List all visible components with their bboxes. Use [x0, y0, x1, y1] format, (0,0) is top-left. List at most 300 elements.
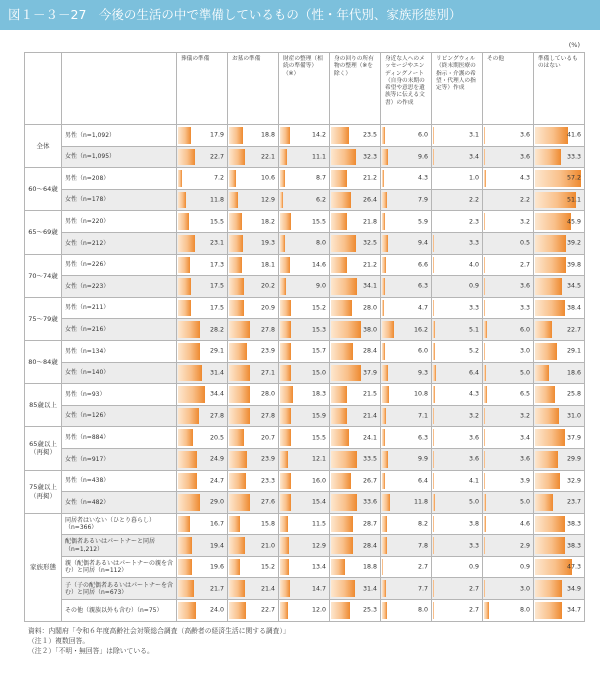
value-bar [433, 473, 434, 490]
value-cell [483, 211, 534, 233]
value-number: 16.2 [413, 326, 428, 334]
value-cell [432, 232, 483, 254]
header-corner [25, 53, 62, 125]
value-number: 6.4 [468, 369, 479, 377]
value-bar [229, 537, 245, 554]
table-row [25, 297, 585, 319]
value-number: 18.8 [362, 563, 377, 571]
value-number: 6.0 [417, 131, 428, 139]
value-number: 15.8 [260, 520, 275, 528]
value-number: 47.3 [566, 563, 581, 571]
value-number: 33.5 [362, 455, 377, 463]
value-bar [178, 235, 195, 252]
value-cell [330, 470, 381, 492]
table-row [25, 254, 585, 276]
value-number: 10.6 [260, 174, 275, 182]
row-label: 女性（n=216） [62, 319, 177, 341]
value-bar [382, 149, 388, 166]
value-bar [331, 170, 347, 187]
value-number: 28.0 [362, 304, 377, 312]
value-cell [228, 125, 279, 147]
value-bar [331, 321, 361, 338]
group-label: 65～69歳 [25, 211, 62, 254]
value-number: 17.3 [209, 261, 224, 269]
value-cell [279, 362, 330, 384]
value-bar [331, 451, 357, 468]
value-number: 6.0 [519, 326, 530, 334]
value-cell [228, 513, 279, 535]
value-bar [382, 300, 384, 317]
value-bar [535, 257, 566, 274]
value-cell [228, 492, 279, 514]
value-bar [229, 235, 243, 252]
value-bar [433, 386, 435, 403]
column-header: 葬儀の準備 [177, 53, 228, 125]
value-number: 23.5 [362, 131, 377, 139]
value-number: 9.6 [417, 153, 428, 161]
row-label: 男性（n=134） [62, 340, 177, 362]
value-bar [331, 602, 350, 619]
row-label: 男性（n=226） [62, 254, 177, 276]
column-header: 身の回りの所有物の整理（※を除く） [330, 53, 381, 125]
value-bar [280, 321, 291, 338]
value-number: 3.3 [519, 304, 530, 312]
value-number: 3.3 [468, 304, 479, 312]
value-bar [280, 257, 290, 274]
survey-table [24, 52, 585, 622]
value-number: 3.0 [519, 347, 530, 355]
value-bar [280, 149, 287, 166]
value-bar [280, 473, 291, 490]
value-cell [177, 578, 228, 600]
value-number: 4.3 [468, 390, 479, 398]
value-cell [483, 448, 534, 470]
value-cell [381, 535, 432, 557]
value-bar [484, 602, 489, 619]
row-label: 子（子の配偶者あるいはパートナーを含む）と同居（n=673） [62, 578, 177, 600]
value-bar [280, 516, 288, 533]
value-number: 4.0 [468, 261, 479, 269]
value-cell [228, 168, 279, 190]
value-cell [177, 125, 228, 147]
value-number: 28.2 [209, 326, 224, 334]
value-bar [178, 321, 200, 338]
value-number: 13.4 [311, 563, 326, 571]
value-cell [279, 340, 330, 362]
header-corner-sub [62, 53, 177, 125]
value-number: 28.4 [362, 347, 377, 355]
group-label: 85歳以上 [25, 384, 62, 427]
value-number: 23.7 [566, 498, 581, 506]
value-cell [381, 276, 432, 298]
value-number: 21.8 [362, 218, 377, 226]
value-bar [331, 408, 347, 425]
value-bar [229, 127, 243, 144]
value-cell [279, 513, 330, 535]
value-cell [228, 384, 279, 406]
value-number: 5.0 [519, 498, 530, 506]
table-row [25, 405, 585, 427]
value-cell [330, 340, 381, 362]
value-cell [177, 254, 228, 276]
value-bar [280, 408, 291, 425]
value-cell [330, 319, 381, 341]
value-cell [483, 427, 534, 449]
value-cell [534, 556, 585, 578]
row-label: 男性（n=438） [62, 470, 177, 492]
value-cell [279, 384, 330, 406]
value-bar [280, 365, 291, 382]
value-number: 9.4 [417, 239, 428, 247]
value-bar [484, 300, 485, 317]
value-cell [432, 513, 483, 535]
value-cell [381, 427, 432, 449]
value-number: 20.7 [260, 434, 275, 442]
value-cell [483, 319, 534, 341]
value-number: 31.0 [566, 412, 581, 420]
value-number: 3.6 [519, 282, 530, 290]
column-header: お墓の準備 [228, 53, 279, 125]
value-cell [177, 492, 228, 514]
value-cell [534, 319, 585, 341]
value-bar [229, 321, 250, 338]
value-bar [535, 127, 568, 144]
value-number: 34.4 [209, 390, 224, 398]
value-bar [535, 365, 549, 382]
value-number: 7.8 [417, 542, 428, 550]
value-bar [535, 429, 565, 446]
value-bar [178, 559, 192, 576]
value-cell [483, 556, 534, 578]
value-cell [534, 600, 585, 622]
value-bar [178, 213, 189, 230]
value-bar [178, 192, 186, 209]
value-bar [535, 451, 558, 468]
row-label: 女性（n=212） [62, 232, 177, 254]
value-number: 25.3 [362, 606, 377, 614]
value-number: 2.7 [519, 261, 530, 269]
header-row [25, 53, 585, 125]
value-number: 8.0 [417, 606, 428, 614]
value-cell [534, 211, 585, 233]
value-bar [535, 300, 565, 317]
note-line: （注１）複数回答。 [28, 636, 90, 645]
row-label: 男性（n=211） [62, 297, 177, 319]
value-bar [229, 343, 247, 360]
value-number: 38.3 [566, 542, 581, 550]
value-bar [331, 473, 351, 490]
value-number: 45.9 [566, 218, 581, 226]
value-bar [535, 516, 565, 533]
value-number: 16.7 [209, 520, 224, 528]
value-bar [382, 537, 387, 554]
value-bar [433, 149, 434, 166]
value-number: 16.0 [311, 477, 326, 485]
value-bar [331, 300, 352, 317]
value-cell [279, 189, 330, 211]
value-number: 8.0 [315, 239, 326, 247]
value-bar [382, 127, 385, 144]
value-cell [330, 492, 381, 514]
table-row [25, 362, 585, 384]
value-bar [484, 343, 485, 360]
value-cell [279, 297, 330, 319]
value-cell [483, 362, 534, 384]
value-bar [178, 127, 191, 144]
table-row [25, 319, 585, 341]
note-line: （注２）「不明・無回答」は除いている。 [28, 646, 154, 655]
value-number: 4.3 [417, 174, 428, 182]
value-cell [279, 168, 330, 190]
value-number: 15.5 [209, 218, 224, 226]
value-cell [279, 232, 330, 254]
value-number: 3.3 [468, 542, 479, 550]
value-cell [483, 297, 534, 319]
value-cell [432, 211, 483, 233]
value-cell [279, 427, 330, 449]
value-bar [178, 170, 182, 187]
row-label: 男性（n=93） [62, 384, 177, 406]
value-bar [433, 408, 434, 425]
value-bar [331, 149, 356, 166]
value-number: 15.2 [311, 304, 326, 312]
value-number: 15.9 [311, 412, 326, 420]
value-number: 14.6 [311, 261, 326, 269]
value-number: 19.3 [260, 239, 275, 247]
value-number: 26.7 [362, 477, 377, 485]
value-number: 24.1 [362, 434, 377, 442]
value-bar [178, 386, 205, 403]
value-bar [382, 192, 387, 209]
value-bar [484, 429, 485, 446]
value-number: 10.8 [413, 390, 428, 398]
value-cell [381, 362, 432, 384]
value-bar [280, 127, 290, 144]
value-cell [177, 405, 228, 427]
value-bar [178, 300, 191, 317]
value-number: 3.6 [468, 455, 479, 463]
value-cell [483, 168, 534, 190]
value-bar [178, 580, 194, 597]
source-notes [28, 627, 290, 657]
value-number: 3.1 [468, 131, 479, 139]
value-bar [178, 494, 200, 511]
value-cell [228, 297, 279, 319]
group-label: 65歳以上（再掲） [25, 427, 62, 470]
value-number: 9.0 [315, 282, 326, 290]
value-number: 2.3 [468, 218, 479, 226]
value-cell [330, 578, 381, 600]
value-cell [483, 384, 534, 406]
row-label: 男性（n=220） [62, 211, 177, 233]
value-bar [535, 408, 559, 425]
value-number: 18.1 [260, 261, 275, 269]
table-row [25, 384, 585, 406]
row-label: 女性（n=223） [62, 276, 177, 298]
value-bar [178, 451, 197, 468]
value-cell [381, 254, 432, 276]
value-cell [279, 556, 330, 578]
table-row [25, 492, 585, 514]
value-cell [177, 211, 228, 233]
value-cell [432, 556, 483, 578]
group-label: 全体 [25, 125, 62, 168]
value-number: 28.7 [362, 520, 377, 528]
value-cell [483, 254, 534, 276]
value-bar [535, 278, 562, 295]
group-label: 家族形態 [25, 513, 62, 621]
value-bar [280, 602, 288, 619]
value-cell [228, 254, 279, 276]
row-label: 女性（n=917） [62, 448, 177, 470]
value-cell [432, 492, 483, 514]
value-cell [534, 405, 585, 427]
value-number: 12.1 [311, 455, 326, 463]
value-number: 2.2 [519, 196, 530, 204]
value-cell [279, 492, 330, 514]
value-cell [279, 211, 330, 233]
value-cell [432, 470, 483, 492]
value-number: 18.2 [260, 218, 275, 226]
value-cell [432, 600, 483, 622]
value-number: 37.9 [362, 369, 377, 377]
value-cell [228, 535, 279, 557]
value-bar [229, 365, 250, 382]
group-label: 75～79歳 [25, 297, 62, 340]
value-number: 17.5 [209, 304, 224, 312]
value-cell [432, 578, 483, 600]
value-bar [280, 343, 291, 360]
value-bar [382, 235, 388, 252]
value-number: 2.7 [468, 606, 479, 614]
value-bar [433, 257, 434, 274]
value-number: 6.0 [417, 347, 428, 355]
value-cell [330, 427, 381, 449]
row-label: 女性（n=482） [62, 492, 177, 514]
value-bar [178, 278, 191, 295]
value-cell [177, 362, 228, 384]
value-cell [432, 535, 483, 557]
value-cell [432, 254, 483, 276]
value-cell [381, 125, 432, 147]
row-label: 男性（n=1,092） [62, 125, 177, 147]
value-number: 17.5 [209, 282, 224, 290]
value-bar [229, 473, 246, 490]
value-number: 33.6 [362, 498, 377, 506]
value-cell [279, 125, 330, 147]
value-number: 41.6 [566, 131, 581, 139]
value-bar [535, 537, 565, 554]
value-number: 15.0 [311, 369, 326, 377]
value-number: 5.9 [417, 218, 428, 226]
value-number: 2.7 [468, 585, 479, 593]
value-bar [382, 343, 385, 360]
value-cell [432, 384, 483, 406]
value-cell [330, 535, 381, 557]
value-cell [483, 600, 534, 622]
value-cell [381, 211, 432, 233]
value-number: 8.2 [417, 520, 428, 528]
value-cell [330, 362, 381, 384]
value-bar [280, 429, 291, 446]
value-number: 23.9 [260, 347, 275, 355]
table-row [25, 189, 585, 211]
value-number: 28.4 [362, 542, 377, 550]
value-bar [280, 537, 289, 554]
value-number: 18.6 [566, 369, 581, 377]
value-bar [229, 602, 246, 619]
value-number: 24.9 [209, 455, 224, 463]
value-cell [381, 405, 432, 427]
value-bar [484, 386, 487, 403]
value-bar [229, 494, 250, 511]
value-bar [535, 602, 562, 619]
value-bar [331, 365, 361, 382]
table-row [25, 448, 585, 470]
value-cell [228, 405, 279, 427]
figure-title: 図１－３－27 今後の生活の中で準備しているもの（性・年代別、家族形態別） [0, 0, 600, 30]
value-bar [484, 213, 485, 230]
value-number: 6.3 [417, 434, 428, 442]
value-bar [280, 494, 291, 511]
value-bar [484, 473, 485, 490]
source-line: 資料：内閣府「令和６年度高齢社会対策総合調査（高齢者の経済生活に関する調査）」 [28, 627, 290, 635]
table-row [25, 276, 585, 298]
value-cell [381, 168, 432, 190]
value-bar [178, 429, 193, 446]
value-bar [382, 494, 390, 511]
value-bar [433, 300, 434, 317]
table-row [25, 168, 585, 190]
value-cell [534, 340, 585, 362]
table-row [25, 125, 585, 147]
value-number: 24.0 [209, 606, 224, 614]
value-bar [382, 602, 387, 619]
value-number: 11.1 [311, 153, 326, 161]
value-cell [228, 448, 279, 470]
value-number: 12.9 [311, 542, 326, 550]
value-bar [229, 451, 247, 468]
table-row [25, 232, 585, 254]
value-bar [229, 300, 244, 317]
value-number: 23.1 [209, 239, 224, 247]
value-bar [535, 494, 553, 511]
group-label: 60～64歳 [25, 168, 62, 211]
value-number: 0.9 [519, 563, 530, 571]
value-cell [483, 189, 534, 211]
value-cell [432, 297, 483, 319]
column-header: リビングウィル（終末期医療の指示・介護の希望・代理人の指定等）作成 [432, 53, 483, 125]
value-bar [229, 516, 240, 533]
column-header: 財産の整理（相続の準備等）（※） [279, 53, 330, 125]
value-number: 5.0 [468, 498, 479, 506]
value-cell [279, 146, 330, 168]
value-bar [280, 300, 291, 317]
value-number: 57.2 [566, 174, 581, 182]
value-bar [280, 580, 290, 597]
value-number: 11.5 [311, 520, 326, 528]
value-bar [229, 257, 242, 274]
value-bar [535, 213, 571, 230]
value-cell [534, 513, 585, 535]
value-number: 18.3 [311, 390, 326, 398]
value-bar [331, 537, 353, 554]
value-cell [279, 448, 330, 470]
value-bar [178, 602, 196, 619]
value-number: 11.8 [209, 196, 224, 204]
value-bar [535, 343, 557, 360]
value-bar [484, 580, 485, 597]
